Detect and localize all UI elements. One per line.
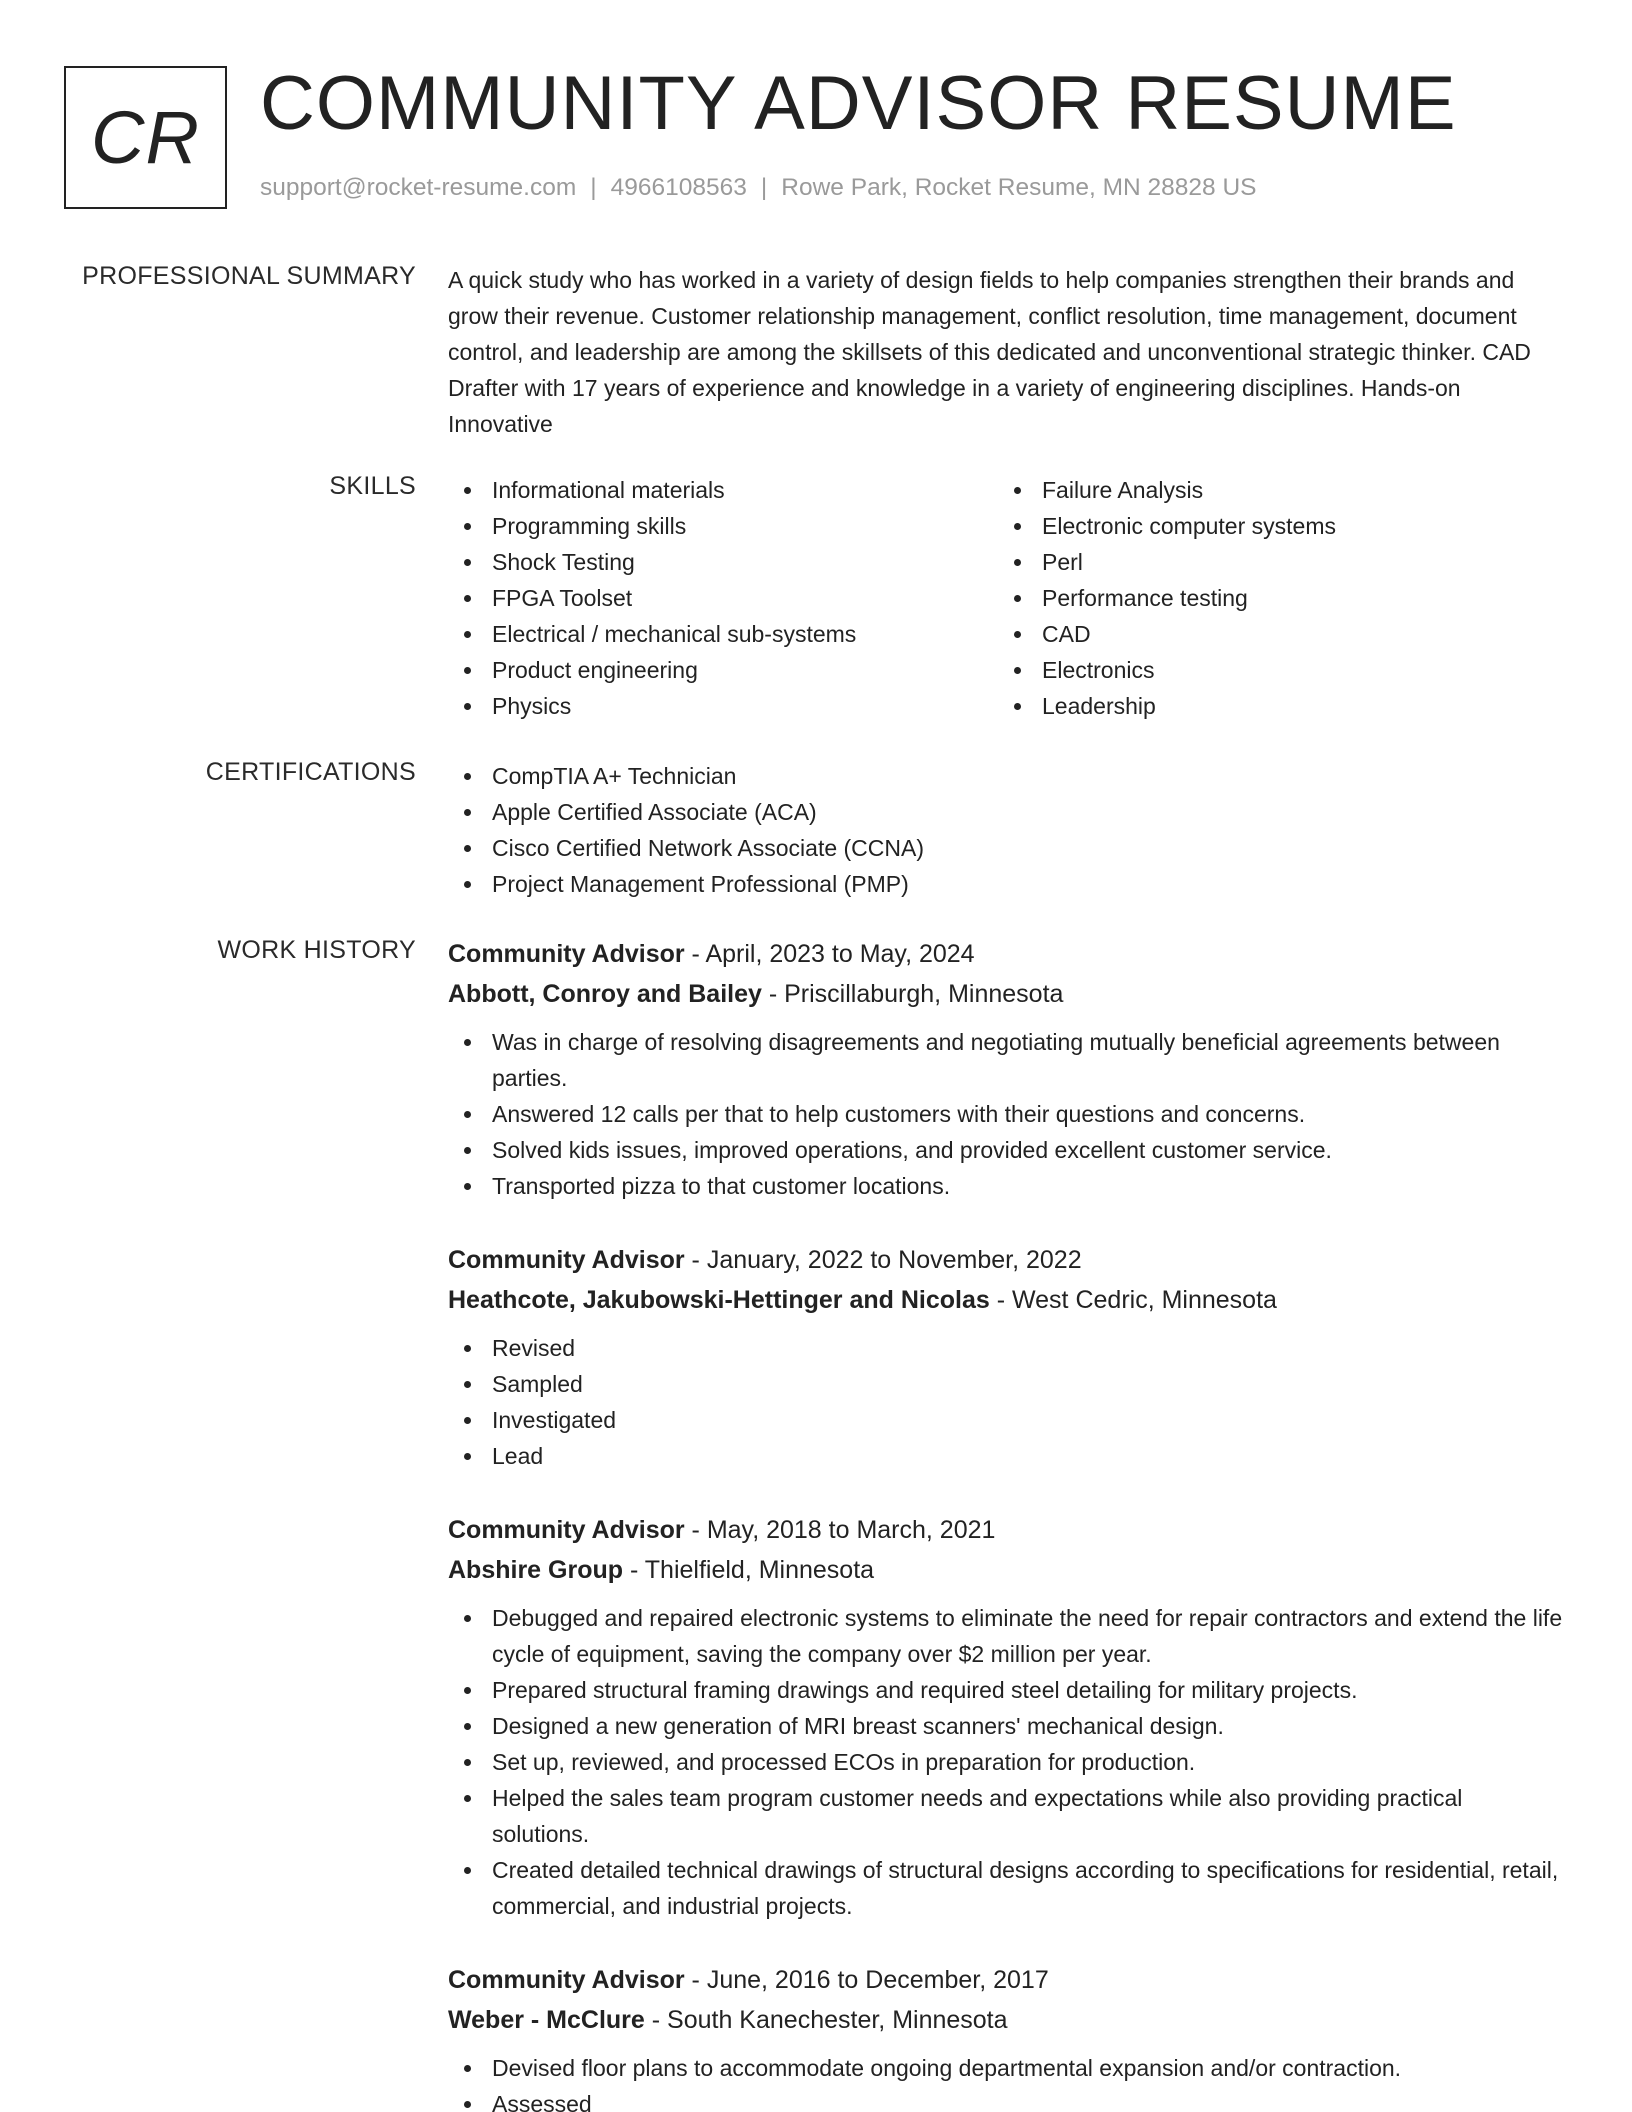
list-item: Physics bbox=[448, 688, 998, 724]
list-item: Designed a new generation of MRI breast scanners' mechanical design. bbox=[448, 1708, 1564, 1744]
list-item: Electronics bbox=[998, 652, 1548, 688]
job-location: - South Kanechester, Minnesota bbox=[644, 2006, 1008, 2034]
list-item: Transported pizza to that customer locations. bbox=[448, 1168, 1564, 1204]
list-item: Lead bbox=[448, 1438, 1564, 1474]
summary-text: A quick study who has worked in a variety of design fields to help companies strengthen their brands and grow their revenue. Customer relationship management, conflict resolution, time management, document control, and leadership are among the skillsets of this dedicated and unconventional strategic thinker. CAD Drafter with 17 years of experience and knowledge in a variety of engineering disciplines. Hands-on Innovative bbox=[448, 267, 1531, 437]
job-title-line bbox=[448, 1510, 1564, 1550]
contact-phone[interactable]: 4966108563 bbox=[610, 174, 747, 201]
resume-header bbox=[64, 61, 1564, 210]
list-item: Prepared structural framing drawings and required steel detailing for military projects. bbox=[448, 1672, 1564, 1708]
job-company: Abbott, Conroy and Bailey bbox=[448, 980, 762, 1008]
list-item: Programming skills bbox=[448, 508, 998, 544]
list-item: Helped the sales team program customer needs and expectations while also providing practical solutions. bbox=[448, 1780, 1564, 1852]
job-location: - Priscillaburgh, Minnesota bbox=[761, 980, 1064, 1008]
monogram-box bbox=[64, 66, 227, 209]
job-duties-list bbox=[448, 1600, 1564, 1924]
list-item: Investigated bbox=[448, 1402, 1564, 1438]
job-entry bbox=[448, 934, 1564, 1204]
list-item: Was in charge of resolving disagreements and negotiating mutually beneficial agreements between parties. bbox=[448, 1024, 1564, 1096]
job-company: Heathcote, Jakubowski-Hettinger and Nicolas bbox=[448, 1286, 990, 1314]
job-dates: - May, 2018 to March, 2021 bbox=[684, 1516, 996, 1544]
list-item: Cisco Certified Network Associate (CCNA) bbox=[448, 830, 1564, 866]
job-dates: - June, 2016 to December, 2017 bbox=[684, 1966, 1049, 1994]
job-title-line bbox=[448, 1240, 1564, 1280]
job-company: Weber - McClure bbox=[448, 2006, 645, 2034]
section-label-certifications: CERTIFICATIONS bbox=[205, 758, 416, 786]
job-entry bbox=[448, 1240, 1564, 1474]
resume-title: COMMUNITY ADVISOR RESUME bbox=[260, 61, 1457, 146]
job-title-line bbox=[448, 1960, 1564, 2000]
job-dates: - January, 2022 to November, 2022 bbox=[684, 1246, 1082, 1274]
list-item: Project Management Professional (PMP) bbox=[448, 866, 1564, 902]
list-item: Revised bbox=[448, 1330, 1564, 1366]
job-company-line bbox=[448, 974, 1564, 1014]
list-item: Product engineering bbox=[448, 652, 998, 688]
section-label-skills: SKILLS bbox=[329, 472, 416, 500]
job-title: Community Advisor bbox=[448, 1516, 685, 1544]
job-duties-list bbox=[448, 1024, 1564, 1204]
contact-separator: | bbox=[760, 174, 768, 201]
job-entry bbox=[448, 1960, 1564, 2112]
skills-list-left bbox=[448, 472, 998, 724]
certifications-list bbox=[448, 758, 1564, 902]
list-item: Leadership bbox=[998, 688, 1548, 724]
list-item: Devised floor plans to accommodate ongoing departmental expansion and/or contraction. bbox=[448, 2050, 1564, 2086]
list-item: Set up, reviewed, and processed ECOs in preparation for production. bbox=[448, 1744, 1564, 1780]
list-item: Shock Testing bbox=[448, 544, 998, 580]
list-item: Electronic computer systems bbox=[998, 508, 1548, 544]
contact-email[interactable]: support@rocket-resume.com bbox=[260, 174, 577, 201]
job-company: Abshire Group bbox=[448, 1556, 624, 1584]
job-company-line bbox=[448, 2000, 1564, 2040]
job-company-line bbox=[448, 1550, 1564, 1590]
contact-separator: | bbox=[590, 174, 597, 201]
list-item: Perl bbox=[998, 544, 1548, 580]
list-item: Failure Analysis bbox=[998, 472, 1548, 508]
list-item: Apple Certified Associate (ACA) bbox=[448, 794, 1564, 830]
list-item: Solved kids issues, improved operations, and provided excellent customer service. bbox=[448, 1132, 1564, 1168]
job-title: Community Advisor bbox=[448, 1966, 685, 1994]
monogram-initials: CR bbox=[91, 96, 200, 179]
job-company-line bbox=[448, 1280, 1564, 1320]
work-history-body bbox=[448, 934, 1564, 2112]
list-item: Assessed bbox=[448, 2086, 1564, 2112]
contact-line bbox=[260, 174, 1257, 202]
list-item: FPGA Toolset bbox=[448, 580, 998, 616]
list-item: Informational materials bbox=[448, 472, 998, 508]
section-label-work: WORK HISTORY bbox=[217, 936, 416, 964]
contact-address: Rowe Park, Rocket Resume, MN 28828 US bbox=[781, 174, 1257, 201]
job-duties-list bbox=[448, 1330, 1564, 1474]
job-title-line bbox=[448, 934, 1564, 974]
section-label-summary: PROFESSIONAL SUMMARY bbox=[82, 262, 416, 290]
list-item: Answered 12 calls per that to help customers with their questions and concerns. bbox=[448, 1096, 1564, 1132]
list-item: Debugged and repaired electronic systems to eliminate the need for repair contractors and extend the life cycle of equipment, saving the company over $2 million per year. bbox=[448, 1600, 1564, 1672]
job-dates: - April, 2023 to May, 2024 bbox=[684, 940, 975, 968]
skills-list-right bbox=[998, 472, 1548, 724]
skills-body bbox=[448, 472, 1564, 724]
list-item: Sampled bbox=[448, 1366, 1564, 1402]
job-title: Community Advisor bbox=[448, 1246, 685, 1274]
list-item: Performance testing bbox=[998, 580, 1548, 616]
job-location: - West Cedric, Minnesota bbox=[989, 1286, 1277, 1314]
certifications-body bbox=[448, 758, 1564, 902]
list-item: CAD bbox=[998, 616, 1548, 652]
list-item: Created detailed technical drawings of structural designs according to specifications for residential, retail, commercial, and industrial projects. bbox=[448, 1852, 1564, 1924]
list-item: CompTIA A+ Technician bbox=[448, 758, 1564, 794]
job-location: - Thielfield, Minnesota bbox=[623, 1556, 875, 1584]
job-duties-list bbox=[448, 2050, 1564, 2112]
list-item: Electrical / mechanical sub-systems bbox=[448, 616, 998, 652]
job-entry bbox=[448, 1510, 1564, 1924]
job-title: Community Advisor bbox=[448, 940, 685, 968]
